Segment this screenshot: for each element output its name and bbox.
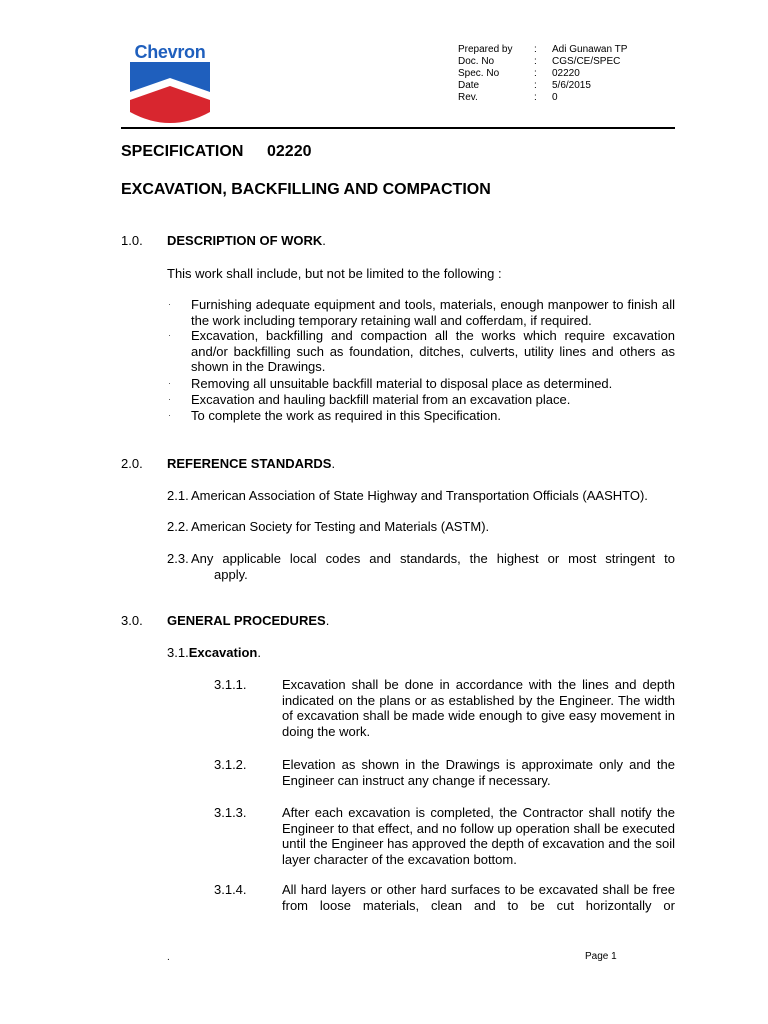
clause-number: 3.1.2. <box>214 757 247 772</box>
info-row-prepared-by: Prepared by : Adi Gunawan TP <box>458 44 628 55</box>
list-item: Furnishing adequate equipment and tools, materials, enough manpower to finish all the work including temporary retaining wall and cofferdam, if required. <box>191 297 675 328</box>
bullet-mark: · <box>168 394 171 404</box>
clause-text: Elevation as shown in the Drawings is approximate only and the Engineer can instruct any change if necessary. <box>282 757 675 788</box>
info-row-date: Date : 5/6/2015 <box>458 80 591 91</box>
list-item: To complete the work as required in this Specification. <box>191 408 501 423</box>
header-divider <box>121 127 675 129</box>
bullet-mark: · <box>168 378 171 388</box>
reference-text: Any applicable local codes and standards, the highest or most stringent to <box>191 551 675 566</box>
section-intro: This work shall include, but not be limited to the following : <box>167 266 502 281</box>
reference-text: American Society for Testing and Materials (ASTM). <box>191 519 490 534</box>
footer-mark: . <box>167 952 170 963</box>
list-item: Removing all unsuitable backfill material to disposal place as determined. <box>191 376 613 391</box>
spec-label: SPECIFICATION <box>121 143 244 160</box>
document-title: EXCAVATION, BACKFILLING AND COMPACTION <box>121 181 491 198</box>
reference-number: 2.1. <box>167 488 189 503</box>
list-item: Excavation and hauling backfill material from an excavation place. <box>191 392 571 407</box>
clause-number: 3.1.1. <box>214 677 247 692</box>
logo-wordmark: Chevron <box>134 42 206 62</box>
spec-title <box>121 143 312 161</box>
clause-text: All hard layers or other hard surfaces to be excavated shall be free from loose materials, clean and to be cut horizontally or <box>282 882 675 913</box>
clause-number: 3.1.4. <box>214 882 247 897</box>
clause-text: After each excavation is completed, the Contractor shall notify the Engineer to that effect, and no follow up operation shall be executed until the Engineer has approved the depth of excavation and the soil layer character of the excavation bottom. <box>282 805 675 867</box>
clause-text: Excavation shall be done in accordance with the lines and depth indicated on the plans or as established by the Engineer. The width of excavation shall be made wide enough to give easy movement in doing the work. <box>282 677 675 739</box>
reference-text: American Association of State Highway and Transportation Officials (AASHTO). <box>191 488 648 503</box>
reference-number: 2.3. <box>167 551 189 566</box>
page-number: Page 1 <box>585 951 617 962</box>
document-info <box>458 44 658 104</box>
info-row-rev: Rev. : 0 <box>458 92 558 103</box>
reference-text-continued: apply. <box>214 567 248 582</box>
section-number: 3.0. <box>121 613 143 628</box>
bullet-mark: · <box>168 299 171 309</box>
bullet-mark: · <box>168 330 171 340</box>
chevron-shield-icon <box>128 62 212 124</box>
section-title: GENERAL PROCEDURES. <box>167 613 330 628</box>
section-number: 1.0. <box>121 233 143 248</box>
section-number: 2.0. <box>121 456 143 471</box>
spec-number: 02220 <box>267 143 312 160</box>
clause-number: 3.1.3. <box>214 805 247 820</box>
chevron-logo <box>126 42 214 122</box>
section-title: REFERENCE STANDARDS. <box>167 456 336 471</box>
section-title: DESCRIPTION OF WORK. <box>167 233 326 248</box>
reference-number: 2.2. <box>167 519 189 534</box>
bullet-mark: · <box>168 410 171 420</box>
info-row-spec-no: Spec. No : 02220 <box>458 68 580 79</box>
info-row-doc-no: Doc. No : CGS/CE/SPEC <box>458 56 621 67</box>
subsection-heading: 3.1.Excavation. <box>167 645 261 660</box>
list-item: Excavation, backfilling and compaction all the works which require excavation and/or backfilling such as foundation, ditches, culverts, utility lines and others as shown in the Drawings. <box>191 328 675 374</box>
